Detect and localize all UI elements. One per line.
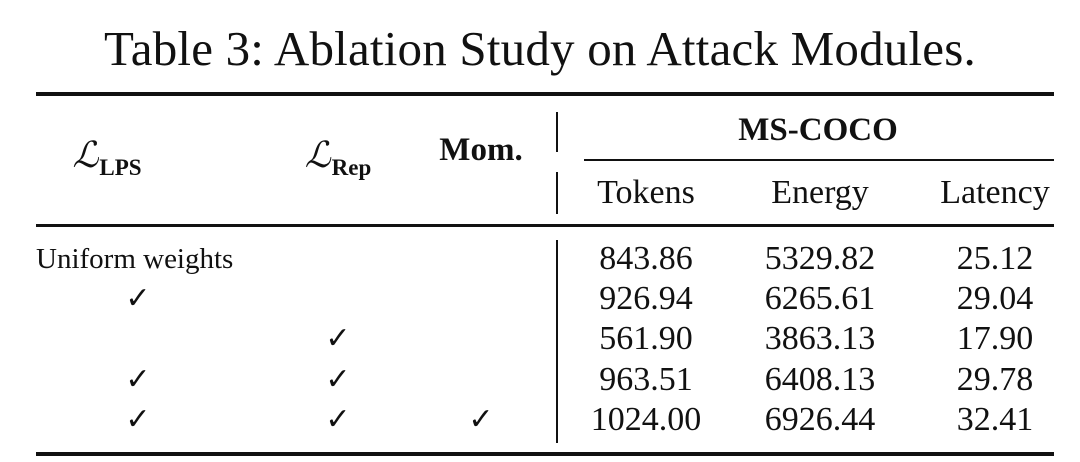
checkmark-icon: ✓ [325, 321, 351, 356]
header-tokens: Tokens [597, 174, 695, 211]
table-caption: Table 3: Ablation Study on Attack Modules. [104, 21, 976, 76]
checkmark-icon: ✓ [325, 362, 351, 397]
rep-subscript: Rep [331, 155, 372, 180]
cell-energy: 3863.13 [764, 320, 876, 357]
table-top-rule [36, 92, 1054, 96]
header-group-ms-coco: MS-COCO [738, 112, 898, 148]
group-underline [584, 159, 1054, 161]
cell-latency: 29.78 [956, 361, 1034, 398]
column-separator [556, 240, 558, 443]
rep-symbol: ℒ [304, 135, 331, 176]
cell-latency: 17.90 [956, 320, 1034, 357]
cell-energy: 6926.44 [764, 401, 876, 438]
header-mom: Mom. [439, 132, 523, 168]
column-separator [556, 172, 558, 214]
cell-tokens: 843.86 [599, 240, 693, 277]
checkmark-icon: ✓ [468, 402, 494, 437]
lps-subscript: LPS [99, 155, 142, 180]
cell-latency: 25.12 [956, 240, 1034, 277]
cell-tokens: 926.94 [599, 280, 693, 317]
checkmark-icon: ✓ [125, 362, 151, 397]
cell-energy: 6408.13 [764, 361, 876, 398]
checkmark-icon: ✓ [325, 402, 351, 437]
cell-latency: 29.04 [956, 280, 1034, 317]
table-bottom-rule [36, 452, 1054, 456]
cell-tokens: 963.51 [599, 361, 693, 398]
header-latency: Latency [940, 174, 1050, 211]
header-energy: Energy [771, 174, 869, 211]
header-rep [305, 136, 372, 180]
header-lps [72, 136, 141, 180]
row-label: Uniform weights [36, 243, 234, 275]
cell-tokens: 561.90 [599, 320, 693, 357]
table-header-rule [36, 224, 1054, 227]
cell-energy: 6265.61 [764, 280, 876, 317]
cell-energy: 5329.82 [764, 240, 876, 277]
lps-symbol: ℒ [72, 135, 99, 176]
checkmark-icon: ✓ [125, 402, 151, 437]
checkmark-icon: ✓ [125, 281, 151, 316]
cell-latency: 32.41 [956, 401, 1034, 438]
column-separator [556, 112, 558, 152]
cell-tokens: 1024.00 [590, 401, 702, 438]
